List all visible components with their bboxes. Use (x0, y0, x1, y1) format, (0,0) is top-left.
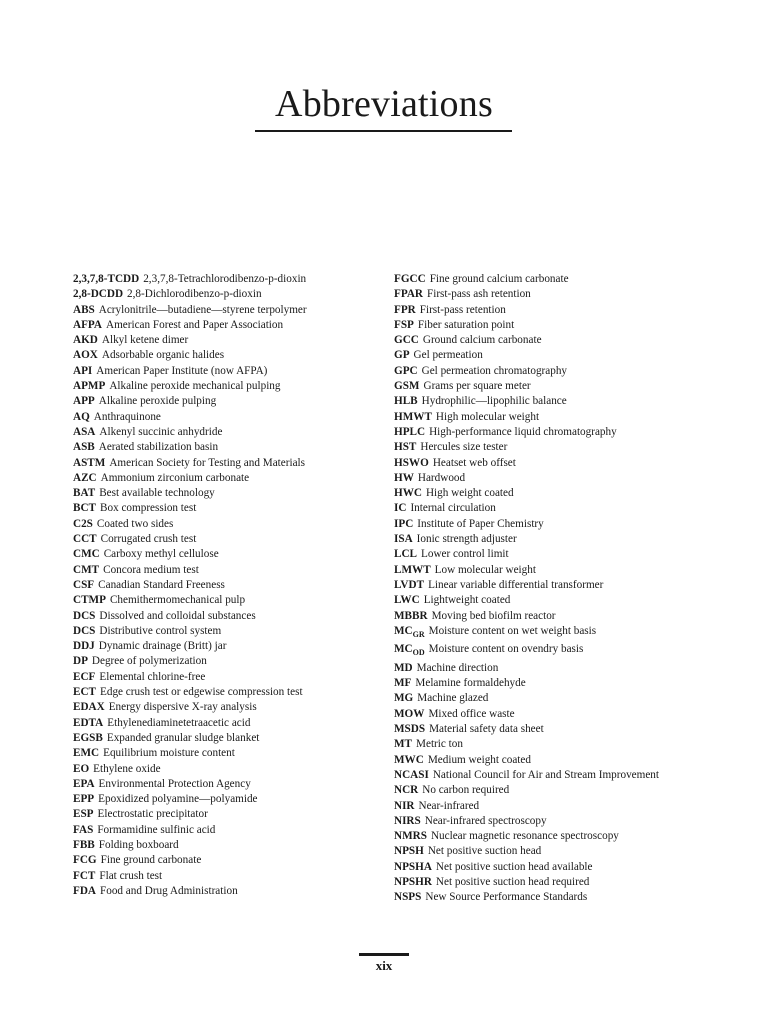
abbreviation-entry (394, 456, 714, 471)
abbreviation-term: AQ (73, 410, 90, 423)
abbreviation-term: AKD (73, 334, 98, 347)
abbreviation-definition: Adsorbable organic halides (101, 349, 225, 362)
abbreviation-definition: Moisture content on ovendry basis (428, 643, 584, 656)
abbreviation-term: HMWT (394, 410, 432, 423)
abbreviation-entry (73, 838, 373, 853)
abbreviation-term: MOW (394, 707, 425, 720)
abbreviation-term: GSM (394, 380, 420, 393)
abbreviation-term: DCS (73, 624, 96, 637)
abbreviation-entry (394, 875, 714, 890)
abbreviation-definition: High molecular weight (435, 410, 540, 423)
abbreviation-term: DDJ (73, 640, 95, 653)
abbreviation-definition: Gel permeation (413, 349, 483, 362)
abbreviation-entry (394, 609, 714, 624)
abbreviation-definition: Concora medium test (103, 563, 199, 576)
abbreviation-definition: Alkenyl succinic anhydride (99, 425, 223, 438)
abbreviation-entry (73, 486, 373, 501)
abbreviation-definition: Degree of polymerization (91, 655, 207, 668)
abbreviation-term: FCT (73, 869, 96, 882)
abbreviation-term: MG (394, 692, 414, 705)
abbreviation-term: HPLC (394, 425, 426, 438)
abbreviation-definition: American Forest and Paper Association (106, 318, 284, 331)
abbreviation-definition: Grams per square meter (423, 380, 531, 393)
abbreviation-definition: Dissolved and colloidal substances (99, 609, 256, 622)
abbreviation-entry (73, 348, 373, 363)
abbreviation-entry (394, 272, 714, 287)
abbreviation-term: FPR (394, 303, 416, 316)
abbreviation-definition: Metric ton (416, 738, 463, 751)
page-title: Abbreviations (275, 83, 493, 125)
abbreviation-definition: Acrylonitrile—butadiene—styrene terpolymer (98, 303, 307, 316)
abbreviation-term: MWC (394, 753, 424, 766)
abbreviation-term: EPA (73, 777, 95, 790)
abbreviation-term: AFPA (73, 318, 102, 331)
abbreviation-definition: Electrostatic precipitator (97, 808, 208, 821)
abbreviation-term: MC (394, 624, 413, 637)
abbreviation-definition: Machine direction (416, 661, 499, 674)
abbreviation-term: HWC (394, 487, 422, 500)
abbreviation-entry (394, 829, 714, 844)
abbreviation-entry (73, 792, 373, 807)
abbreviation-definition: Anthraquinone (93, 410, 161, 423)
abbreviation-entry (394, 768, 714, 783)
abbreviation-entry (394, 661, 714, 676)
abbreviation-entry (394, 753, 714, 768)
abbreviation-term: FPAR (394, 288, 423, 301)
abbreviation-definition: Alkaline peroxide mechanical pulping (109, 380, 281, 393)
abbreviation-term: FBB (73, 838, 95, 851)
abbreviation-definition: Lower control limit (421, 548, 509, 561)
abbreviation-definition: American Society for Testing and Materials (109, 456, 305, 469)
abbreviation-term: BCT (73, 502, 97, 515)
abbreviation-definition: Hardwood (417, 471, 466, 484)
abbreviation-definition: American Paper Institute (now AFPA) (96, 364, 268, 377)
abbreviation-entry (394, 691, 714, 706)
abbreviation-definition: Moisture content on wet weight basis (428, 624, 597, 637)
abbreviation-definition: Corrugated crush test (100, 533, 197, 546)
page-number: xix (375, 958, 393, 973)
abbreviation-entry (394, 333, 714, 348)
abbreviation-entry (394, 486, 714, 501)
abbreviation-entry (73, 410, 373, 425)
abbreviation-entry (73, 440, 373, 455)
abbreviation-definition: Best available technology (99, 487, 215, 500)
abbreviation-definition: Formamidine sulfinic acid (97, 823, 216, 836)
abbreviation-term: EDTA (73, 716, 104, 729)
abbreviation-entry (394, 425, 714, 440)
abbreviation-definition: Linear variable differential transformer (428, 578, 604, 591)
abbreviation-entry (73, 501, 373, 516)
abbreviation-term: BAT (73, 487, 96, 500)
abbreviation-term: MSDS (394, 723, 426, 736)
abbreviation-entry (394, 379, 714, 394)
abbreviation-definition: Carboxy methyl cellulose (103, 548, 219, 561)
abbreviation-term: NPSHA (394, 860, 432, 873)
abbreviation-term: HST (394, 441, 417, 454)
abbreviation-definition: High weight coated (425, 487, 514, 500)
abbreviation-term: HW (394, 471, 414, 484)
abbreviation-definition: First-pass retention (419, 303, 506, 316)
abbreviation-term: NMRS (394, 830, 427, 843)
abbreviation-subscript: GR (412, 630, 425, 640)
abbreviation-definition: Internal circulation (410, 502, 496, 515)
abbreviation-term: ECF (73, 670, 96, 683)
abbreviation-entry (394, 722, 714, 737)
abbreviation-definition: Alkaline peroxide pulping (98, 395, 217, 408)
abbreviation-definition: Chemithermomechanical pulp (109, 594, 246, 607)
abbreviation-term: APMP (73, 380, 106, 393)
abbreviation-definition: Lightweight coated (423, 594, 511, 607)
abbreviation-term: NIRS (394, 814, 421, 827)
abbreviation-entry (73, 333, 373, 348)
abbreviation-entry (394, 783, 714, 798)
abbreviation-entry (73, 762, 373, 777)
abbreviation-term: MD (394, 661, 413, 674)
abbreviation-term: MT (394, 738, 413, 751)
abbreviation-term: APP (73, 395, 95, 408)
abbreviation-entry (394, 547, 714, 562)
abbreviation-entry (73, 471, 373, 486)
abbreviation-term: FDA (73, 884, 96, 897)
abbreviation-term: FAS (73, 823, 94, 836)
abbreviation-entry (394, 642, 714, 661)
abbreviation-term: CSF (73, 578, 95, 591)
abbreviation-term: EMC (73, 747, 100, 760)
abbreviation-term: ASA (73, 425, 96, 438)
abbreviation-entry (73, 624, 373, 639)
abbreviation-entry (73, 318, 373, 333)
abbreviation-entry (73, 700, 373, 715)
abbreviation-entry (394, 532, 714, 547)
abbreviation-definition: Nuclear magnetic resonance spectroscopy (430, 830, 619, 843)
abbreviation-term: ABS (73, 303, 95, 316)
abbreviation-term: CTMP (73, 594, 106, 607)
abbreviation-term: NCR (394, 784, 419, 797)
abbreviation-term: NIR (394, 799, 415, 812)
abbreviation-term: GPC (394, 364, 418, 377)
abbreviation-entry (73, 547, 373, 562)
abbreviation-definition: Flat crush test (99, 869, 163, 882)
abbreviation-term: EGSB (73, 731, 103, 744)
abbreviation-entry (73, 532, 373, 547)
abbreviation-term: AOX (73, 349, 98, 362)
abbreviation-term: FGCC (394, 273, 426, 285)
abbreviation-entry (73, 563, 373, 578)
folio-rule (359, 953, 409, 956)
abbreviation-subscript: OD (412, 648, 425, 658)
abbreviation-definition: Net positive suction head (427, 845, 542, 858)
abbreviation-definition: Expanded granular sludge blanket (106, 731, 260, 744)
abbreviation-term: CCT (73, 533, 97, 546)
abbreviation-entry (73, 379, 373, 394)
abbreviation-entry (394, 737, 714, 752)
abbreviation-term: 2,8-DCDD (73, 288, 124, 301)
abbreviation-entry (394, 890, 714, 905)
abbreviation-term: 2,3,7,8-TCDD (73, 273, 140, 285)
abbreviation-entry (394, 799, 714, 814)
abbreviation-term: ISA (394, 533, 413, 546)
abbreviations-column-right (394, 272, 714, 906)
abbreviation-definition: Equilibrium moisture content (103, 747, 235, 760)
abbreviation-entry (394, 440, 714, 455)
abbreviation-definition: Energy dispersive X-ray analysis (108, 701, 257, 714)
abbreviation-term: LVDT (394, 578, 425, 591)
abbreviation-entry (394, 287, 714, 302)
abbreviation-definition: Environmental Protection Agency (98, 777, 251, 790)
abbreviation-entry (73, 517, 373, 532)
abbreviation-term: FSP (394, 318, 414, 331)
abbreviation-entry (394, 707, 714, 722)
abbreviation-definition: Edge crush test or edgewise compression test (100, 686, 303, 699)
abbreviation-entry (394, 593, 714, 608)
abbreviation-entry (73, 303, 373, 318)
abbreviation-definition: Near-infrared (418, 799, 480, 812)
abbreviation-entry (73, 639, 373, 654)
abbreviation-definition: Low molecular weight (434, 563, 536, 576)
abbreviation-entry (73, 394, 373, 409)
abbreviation-term: HSWO (394, 456, 429, 469)
abbreviations-column-left (73, 272, 373, 899)
abbreviation-entry (73, 853, 373, 868)
abbreviation-term: AZC (73, 471, 97, 484)
abbreviation-definition: Ground calcium carbonate (422, 334, 542, 347)
abbreviation-term: API (73, 364, 93, 377)
abbreviation-definition: Fiber saturation point (417, 318, 515, 331)
abbreviation-definition: Ethylenediaminetetraacetic acid (107, 716, 251, 729)
abbreviation-definition: Near-infrared spectroscopy (424, 814, 547, 827)
abbreviation-definition: Folding boxboard (98, 838, 179, 851)
abbreviation-definition: Hercules size tester (420, 441, 508, 454)
abbreviation-term: LMWT (394, 563, 431, 576)
abbreviation-definition: Net positive suction head available (435, 860, 593, 873)
abbreviation-term: DP (73, 655, 88, 668)
abbreviation-entry (394, 394, 714, 409)
abbreviation-term: DCS (73, 609, 96, 622)
abbreviation-definition: Ammonium zirconium carbonate (100, 471, 250, 484)
abbreviation-term: GCC (394, 334, 419, 347)
abbreviation-term: ESP (73, 808, 94, 821)
abbreviation-term: IC (394, 502, 407, 515)
abbreviation-definition: No carbon required (422, 784, 510, 797)
abbreviation-definition: Alkyl ketene dimer (101, 334, 189, 347)
abbreviation-definition: 2,3,7,8-Tetrachlorodibenzo-p-dioxin (143, 273, 307, 285)
abbreviation-definition: Hydrophilic—lipophilic balance (421, 395, 567, 408)
abbreviation-definition: 2,8-Dichlorodibenzo-p-dioxin (127, 288, 262, 301)
abbreviation-entry (73, 364, 373, 379)
abbreviation-definition: Heatset web offset (432, 456, 516, 469)
abbreviation-entry (394, 501, 714, 516)
abbreviation-definition: Fine ground calcium carbonate (429, 273, 569, 285)
abbreviation-definition: Machine glazed (417, 692, 489, 705)
abbreviation-definition: Ethylene oxide (93, 762, 161, 775)
abbreviation-entry (73, 884, 373, 899)
abbreviation-entry (73, 272, 373, 287)
abbreviation-entry (73, 731, 373, 746)
abbreviation-term: EO (73, 762, 90, 775)
abbreviation-entry (394, 517, 714, 532)
abbreviation-entry (73, 593, 373, 608)
abbreviation-term: ASTM (73, 456, 106, 469)
abbreviation-definition: Medium weight coated (427, 753, 531, 766)
abbreviation-entry (73, 823, 373, 838)
abbreviation-entry (73, 287, 373, 302)
abbreviation-term: LWC (394, 594, 420, 607)
abbreviation-definition: Ionic strength adjuster (416, 533, 517, 546)
abbreviation-term: NPSHR (394, 876, 432, 889)
abbreviation-term: HLB (394, 395, 418, 408)
abbreviation-definition: Fine ground carbonate (100, 854, 202, 867)
abbreviation-definition: Coated two sides (96, 517, 174, 530)
abbreviation-entry (394, 410, 714, 425)
abbreviation-definition: Gel permeation chromatography (421, 364, 568, 377)
abbreviation-definition: Food and Drug Administration (100, 884, 238, 897)
abbreviation-entry (394, 624, 714, 643)
abbreviation-definition: Mixed office waste (428, 707, 515, 720)
abbreviation-definition: Box compression test (100, 502, 197, 515)
abbreviation-term: CMT (73, 563, 100, 576)
abbreviation-entry (394, 348, 714, 363)
abbreviation-entry (73, 869, 373, 884)
abbreviation-term: NCASI (394, 768, 429, 781)
abbreviation-entry (394, 563, 714, 578)
abbreviation-entry (73, 670, 373, 685)
abbreviation-term: LCL (394, 548, 418, 561)
abbreviation-term: GP (394, 349, 410, 362)
abbreviation-definition: Canadian Standard Freeness (98, 578, 225, 591)
abbreviation-entry (394, 318, 714, 333)
abbreviation-definition: Elemental chlorine-free (99, 670, 206, 683)
abbreviation-definition: Material safety data sheet (429, 723, 544, 736)
abbreviation-term: MBBR (394, 609, 428, 622)
abbreviation-entry (73, 777, 373, 792)
abbreviation-definition: Distributive control system (99, 624, 222, 637)
abbreviation-definition: First-pass ash retention (427, 288, 531, 301)
abbreviation-entry (394, 814, 714, 829)
abbreviation-entry (394, 578, 714, 593)
abbreviation-entry (73, 685, 373, 700)
title-underline (255, 130, 512, 132)
abbreviation-definition: Dynamic drainage (Britt) jar (98, 640, 227, 653)
abbreviation-entry (73, 609, 373, 624)
abbreviation-term: FCG (73, 854, 97, 867)
abbreviation-definition: High-performance liquid chromatography (429, 425, 617, 438)
abbreviation-entry (394, 860, 714, 875)
abbreviation-definition: Net positive suction head required (435, 876, 590, 889)
abbreviation-definition: Moving bed biofilm reactor (431, 609, 556, 622)
abbreviation-term: C2S (73, 517, 93, 530)
abbreviation-entry (394, 471, 714, 486)
abbreviation-term: MF (394, 677, 412, 690)
abbreviation-entry (73, 654, 373, 669)
abbreviation-term: EPP (73, 793, 95, 806)
abbreviation-term: ECT (73, 686, 97, 699)
abbreviation-definition: National Council for Air and Stream Improvement (432, 768, 660, 781)
abbreviation-entry (73, 807, 373, 822)
abbreviation-definition: Epoxidized polyamine—polyamide (98, 793, 258, 806)
abbreviation-entry (73, 746, 373, 761)
abbreviation-term: CMC (73, 548, 100, 561)
abbreviation-definition: Institute of Paper Chemistry (417, 517, 544, 530)
abbreviation-entry (73, 716, 373, 731)
abbreviation-entry (394, 676, 714, 691)
abbreviation-entry (394, 303, 714, 318)
abbreviation-term: ASB (73, 441, 95, 454)
abbreviation-term: IPC (394, 517, 414, 530)
abbreviation-term: NSPS (394, 891, 422, 904)
abbreviation-definition: New Source Performance Standards (425, 891, 588, 904)
abbreviation-entry (394, 844, 714, 859)
abbreviation-term: EDAX (73, 701, 105, 714)
abbreviation-entry (73, 456, 373, 471)
abbreviation-entry (73, 425, 373, 440)
abbreviation-term: MC (394, 643, 413, 656)
abbreviation-definition: Melamine formaldehyde (415, 677, 526, 690)
abbreviation-term: NPSH (394, 845, 424, 858)
abbreviation-entry (73, 578, 373, 593)
abbreviation-entry (394, 364, 714, 379)
abbreviation-definition: Aerated stabilization basin (98, 441, 219, 454)
